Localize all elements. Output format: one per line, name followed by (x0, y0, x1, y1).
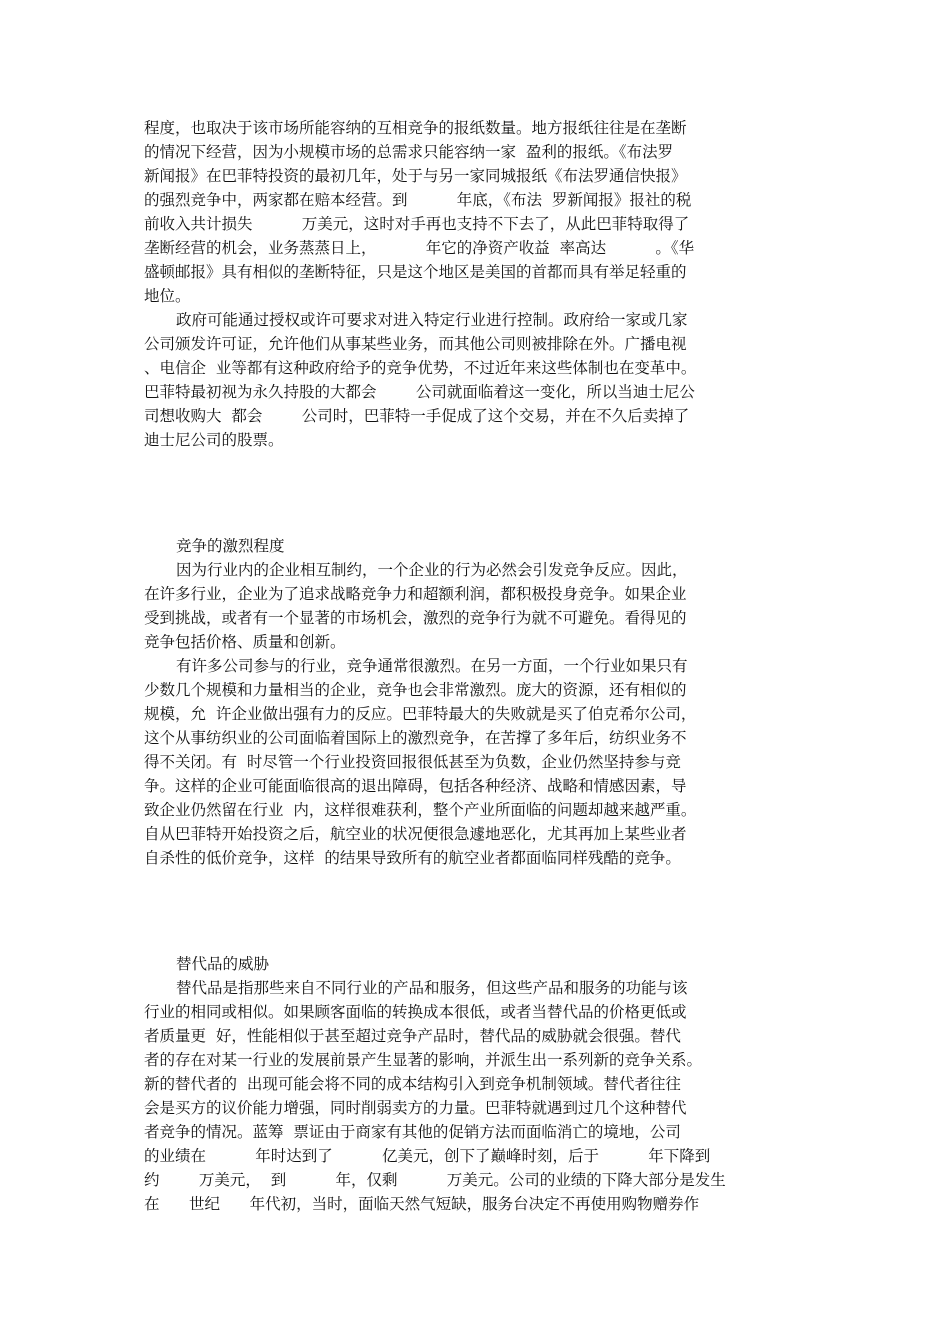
body-line: 约 万美元， 到 年，仅剩 万美元。公司的业绩的下降大部分是发生 (144, 1171, 726, 1189)
body-line: 公司颁发许可证，允许他们从事某些业务，而其他公司则被排除在外。广播电视 (144, 335, 687, 353)
body-line: 在许多行业，企业为了追求战略竞争力和超额利润，都积极投身竞争。如果企业 (144, 585, 687, 603)
body-line: 因为行业内的企业相互制约，一个企业的行为必然会引发竞争反应。因此， (176, 561, 688, 579)
body-line: 新闻报》在巴菲特投资的最初几年，处于与另一家同城报纸《布法罗通信快报》 (144, 167, 687, 185)
body-line: 竞争包括价格、质量和创新。 (144, 633, 346, 651)
body-line: 受到挑战，或者有一个显著的市场机会，激烈的竞争行为就不可避免。看得见的 (144, 609, 687, 627)
body-line: 者质量更 好，性能相似于甚至超过竞争产品时，替代品的威胁就会很强。替代 (144, 1027, 681, 1045)
body-line: 盛顿邮报》具有相似的垄断特征，只是这个地区是美国的首都而具有举足轻重的 (144, 263, 687, 281)
body-line: 的强烈竞争中，两家都在赔本经营。到 年底，《布法 罗新闻报》报社的税 (144, 191, 692, 209)
body-line: 自杀性的低价竞争，这样 的结果导致所有的航空业者都面临同样残酷的竞争。 (144, 849, 681, 867)
body-line: 的情况下经营，因为小规模市场的总需求只能容纳一家 盈利的报纸。《布法罗 (144, 143, 674, 161)
body-line: 规模，允 许企业做出强有力的反应。巴菲特最大的失败就是买了伯克希尔公司， (144, 705, 697, 723)
body-line: 、电信企 业等都有这种政府给予的竞争优势，不过近年来这些体制也在变革中。 (144, 359, 697, 377)
body-line: 替代品是指那些来自不同行业的产品和服务，但这些产品和服务的功能与该 (176, 979, 688, 997)
body-line: 巴菲特最初视为永久持股的大都会 公司就面临着这一变化，所以当迪士尼公 (144, 383, 695, 401)
body-line: 致企业仍然留在行业 内，这样很难获利，整个产业所面临的问题却越来越严重。 (144, 801, 697, 819)
body-line: 前收入共计损失 万美元，这时对手再也支持不下去了，从此巴菲特取得了 (144, 215, 690, 233)
body-line: 新的替代者的 出现可能会将不同的成本结构引入到竞争机制领域。替代者往往 (144, 1075, 681, 1093)
body-line: 迪士尼公司的股票。 (144, 431, 284, 449)
body-line: 得不关闭。有 时尽管一个行业投资回报很低甚至为负数，企业仍然坚持参与竞 (144, 753, 681, 771)
body-line: 者的存在对某一行业的发展前景产生显著的影响，并派生出一系列新的竞争关系。 (144, 1051, 703, 1069)
section-heading: 替代品的威胁 (176, 955, 270, 973)
body-line: 有许多公司参与的行业，竞争通常很激烈。在另一方面，一个行业如果只有 (176, 657, 688, 675)
body-line: 政府可能通过授权或许可要求对进入特定行业进行控制。政府给一家或几家 (176, 311, 688, 329)
body-line: 的业绩在 年时达到了 亿美元，创下了巅峰时刻，后于 年下降到 (144, 1147, 711, 1165)
body-line: 行业的相同或相似。如果顾客面临的转换成本很低，或者当替代品的价格更低或 (144, 1003, 687, 1021)
body-line: 地位。 (144, 287, 191, 305)
body-line: 者竞争的情况。蓝筹 票证由于商家有其他的促销方法而面临消亡的境地，公司 (144, 1123, 681, 1141)
body-line: 自从巴菲特开始投资之后，航空业的状况便很急遽地恶化，尤其再加上某些业者 (144, 825, 687, 843)
body-line: 会是买方的议价能力增强，同时削弱卖方的力量。巴菲特就遇到过几个这种替代 (144, 1099, 687, 1117)
body-line: 少数几个规模和力量相当的企业，竞争也会非常激烈。庞大的资源，还有相似的 (144, 681, 687, 699)
body-line: 在 世纪 年代初，当时，面临天然气短缺，服务台决定不再使用购物赠券作 (144, 1195, 700, 1213)
body-line: 垄断经营的机会，业务蒸蒸日上， 年它的净资产收益 率高达 。《华 (144, 239, 695, 257)
section-heading: 竞争的激烈程度 (176, 537, 285, 555)
body-line: 司想收购大 都会 公司时，巴菲特一手促成了这个交易，并在不久后卖掉了 (144, 407, 690, 425)
body-line: 这个从事纺织业的公司面临着国际上的激烈竞争，在苦撑了多年后，纺织业务不 (144, 729, 687, 747)
body-line: 程度，也取决于该市场所能容纳的互相竞争的报纸数量。地方报纸往往是在垄断 (144, 119, 687, 137)
body-line: 争。这样的企业可能面临很高的退出障碍，包括各种经济、战略和情感因素，导 (144, 777, 687, 795)
